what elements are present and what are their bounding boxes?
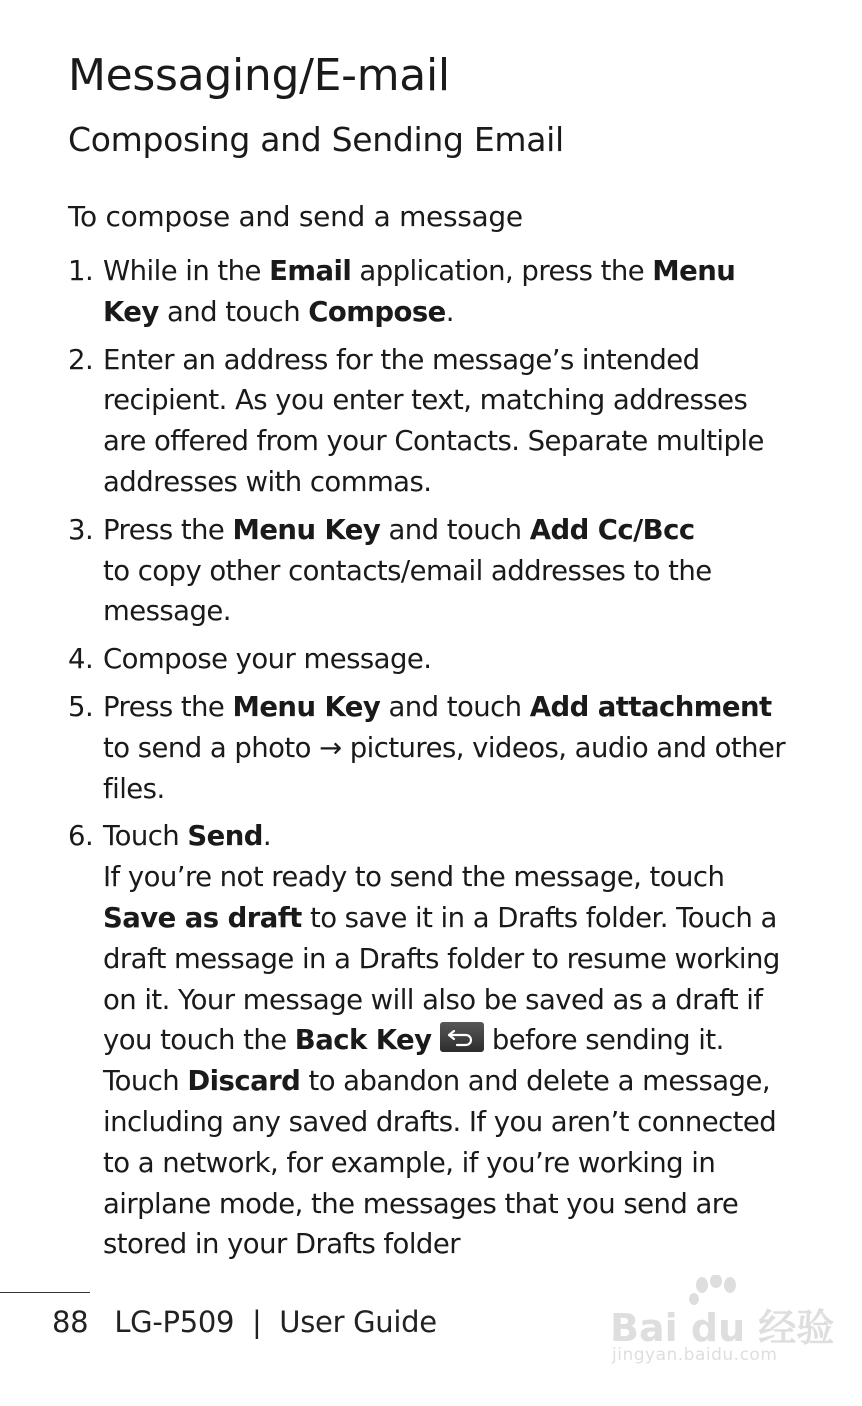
step-number: 4. (68, 643, 94, 676)
step-text: . (262, 820, 272, 853)
bold-term-add-cc-bcc: Add Cc/Bcc (529, 513, 695, 546)
step-6 (68, 816, 788, 1265)
step-text: Press the (103, 513, 233, 546)
step-text: and touch (380, 690, 530, 723)
bold-term-menu-key: Menu Key (232, 513, 381, 546)
step-text: While in the (103, 255, 270, 287)
step-text: If you’re not ready to send the message, touch (103, 861, 725, 894)
watermark-logo (610, 1275, 835, 1375)
back-arrow-icon (440, 1022, 484, 1052)
step-text: to copy other contacts/email addresses to the message. (103, 554, 712, 628)
footer (52, 1305, 437, 1339)
section-title: Composing and Sending Email (68, 120, 564, 159)
step-text: Compose your message. (103, 643, 432, 676)
step-text: . (445, 295, 454, 328)
step-1 (68, 251, 788, 333)
bold-term-compose: Compose (308, 295, 446, 328)
step-number: 6. (68, 820, 94, 853)
bold-term-discard: Discard (187, 1065, 301, 1098)
guide-label: LG-P509 | User Guide (114, 1305, 437, 1339)
step-number: 5. (68, 690, 94, 723)
page-title: Messaging/E-mail (68, 50, 450, 101)
page-number: 88 (52, 1305, 89, 1339)
step-text: and touch (380, 513, 530, 546)
steps-list (68, 251, 788, 1272)
step-text: Enter an address for the message’s intended recipient. As you enter text, matching addresses are offered from your Contacts. Separate multiple addresses with commas. (103, 343, 764, 498)
bold-term-back-key: Back Key (294, 1024, 432, 1057)
step-number: 3. (68, 513, 94, 546)
sub-heading: To compose and send a message (68, 200, 523, 233)
step-text: and touch (158, 295, 309, 328)
step-text: to send a photo → pictures, videos, audio and other files. (103, 731, 786, 805)
step-5 (68, 687, 788, 809)
step-text: before sending it. Touch (103, 1024, 724, 1098)
step-text: to save it in a Drafts folder. Touch a draft message in a Drafts folder to resume working on it. Your message will also be saved as a draft if you touch the (103, 901, 780, 1057)
bold-term-menu-key: Menu Key (232, 690, 381, 723)
bold-term-email: Email (269, 255, 352, 287)
bold-term-save-as-draft: Save as draft (103, 901, 302, 934)
step-text: Press the (103, 690, 233, 723)
step-number: 1. (68, 255, 94, 287)
step-3 (68, 510, 788, 632)
step-text: to abandon and delete a message, including any saved drafts. If you aren’t connected to a network, for example, if you’re working in airplane mode, the messages that you send are stored in your Drafts folder (103, 1065, 777, 1261)
footer-divider (0, 1292, 90, 1293)
step-text: application, press the (351, 255, 653, 287)
watermark-text: Bai du 经验 (610, 1306, 835, 1350)
step-number: 2. (68, 343, 94, 376)
bold-term-add-attachment: Add attachment (529, 690, 772, 723)
step-text: Touch (103, 820, 188, 853)
bold-term-send: Send (187, 820, 263, 853)
watermark-url: jingyan.baidu.com (612, 1345, 778, 1365)
bold-term-menu-key: Menu Key (103, 255, 736, 328)
step-2 (68, 340, 788, 503)
step-4 (68, 639, 788, 680)
